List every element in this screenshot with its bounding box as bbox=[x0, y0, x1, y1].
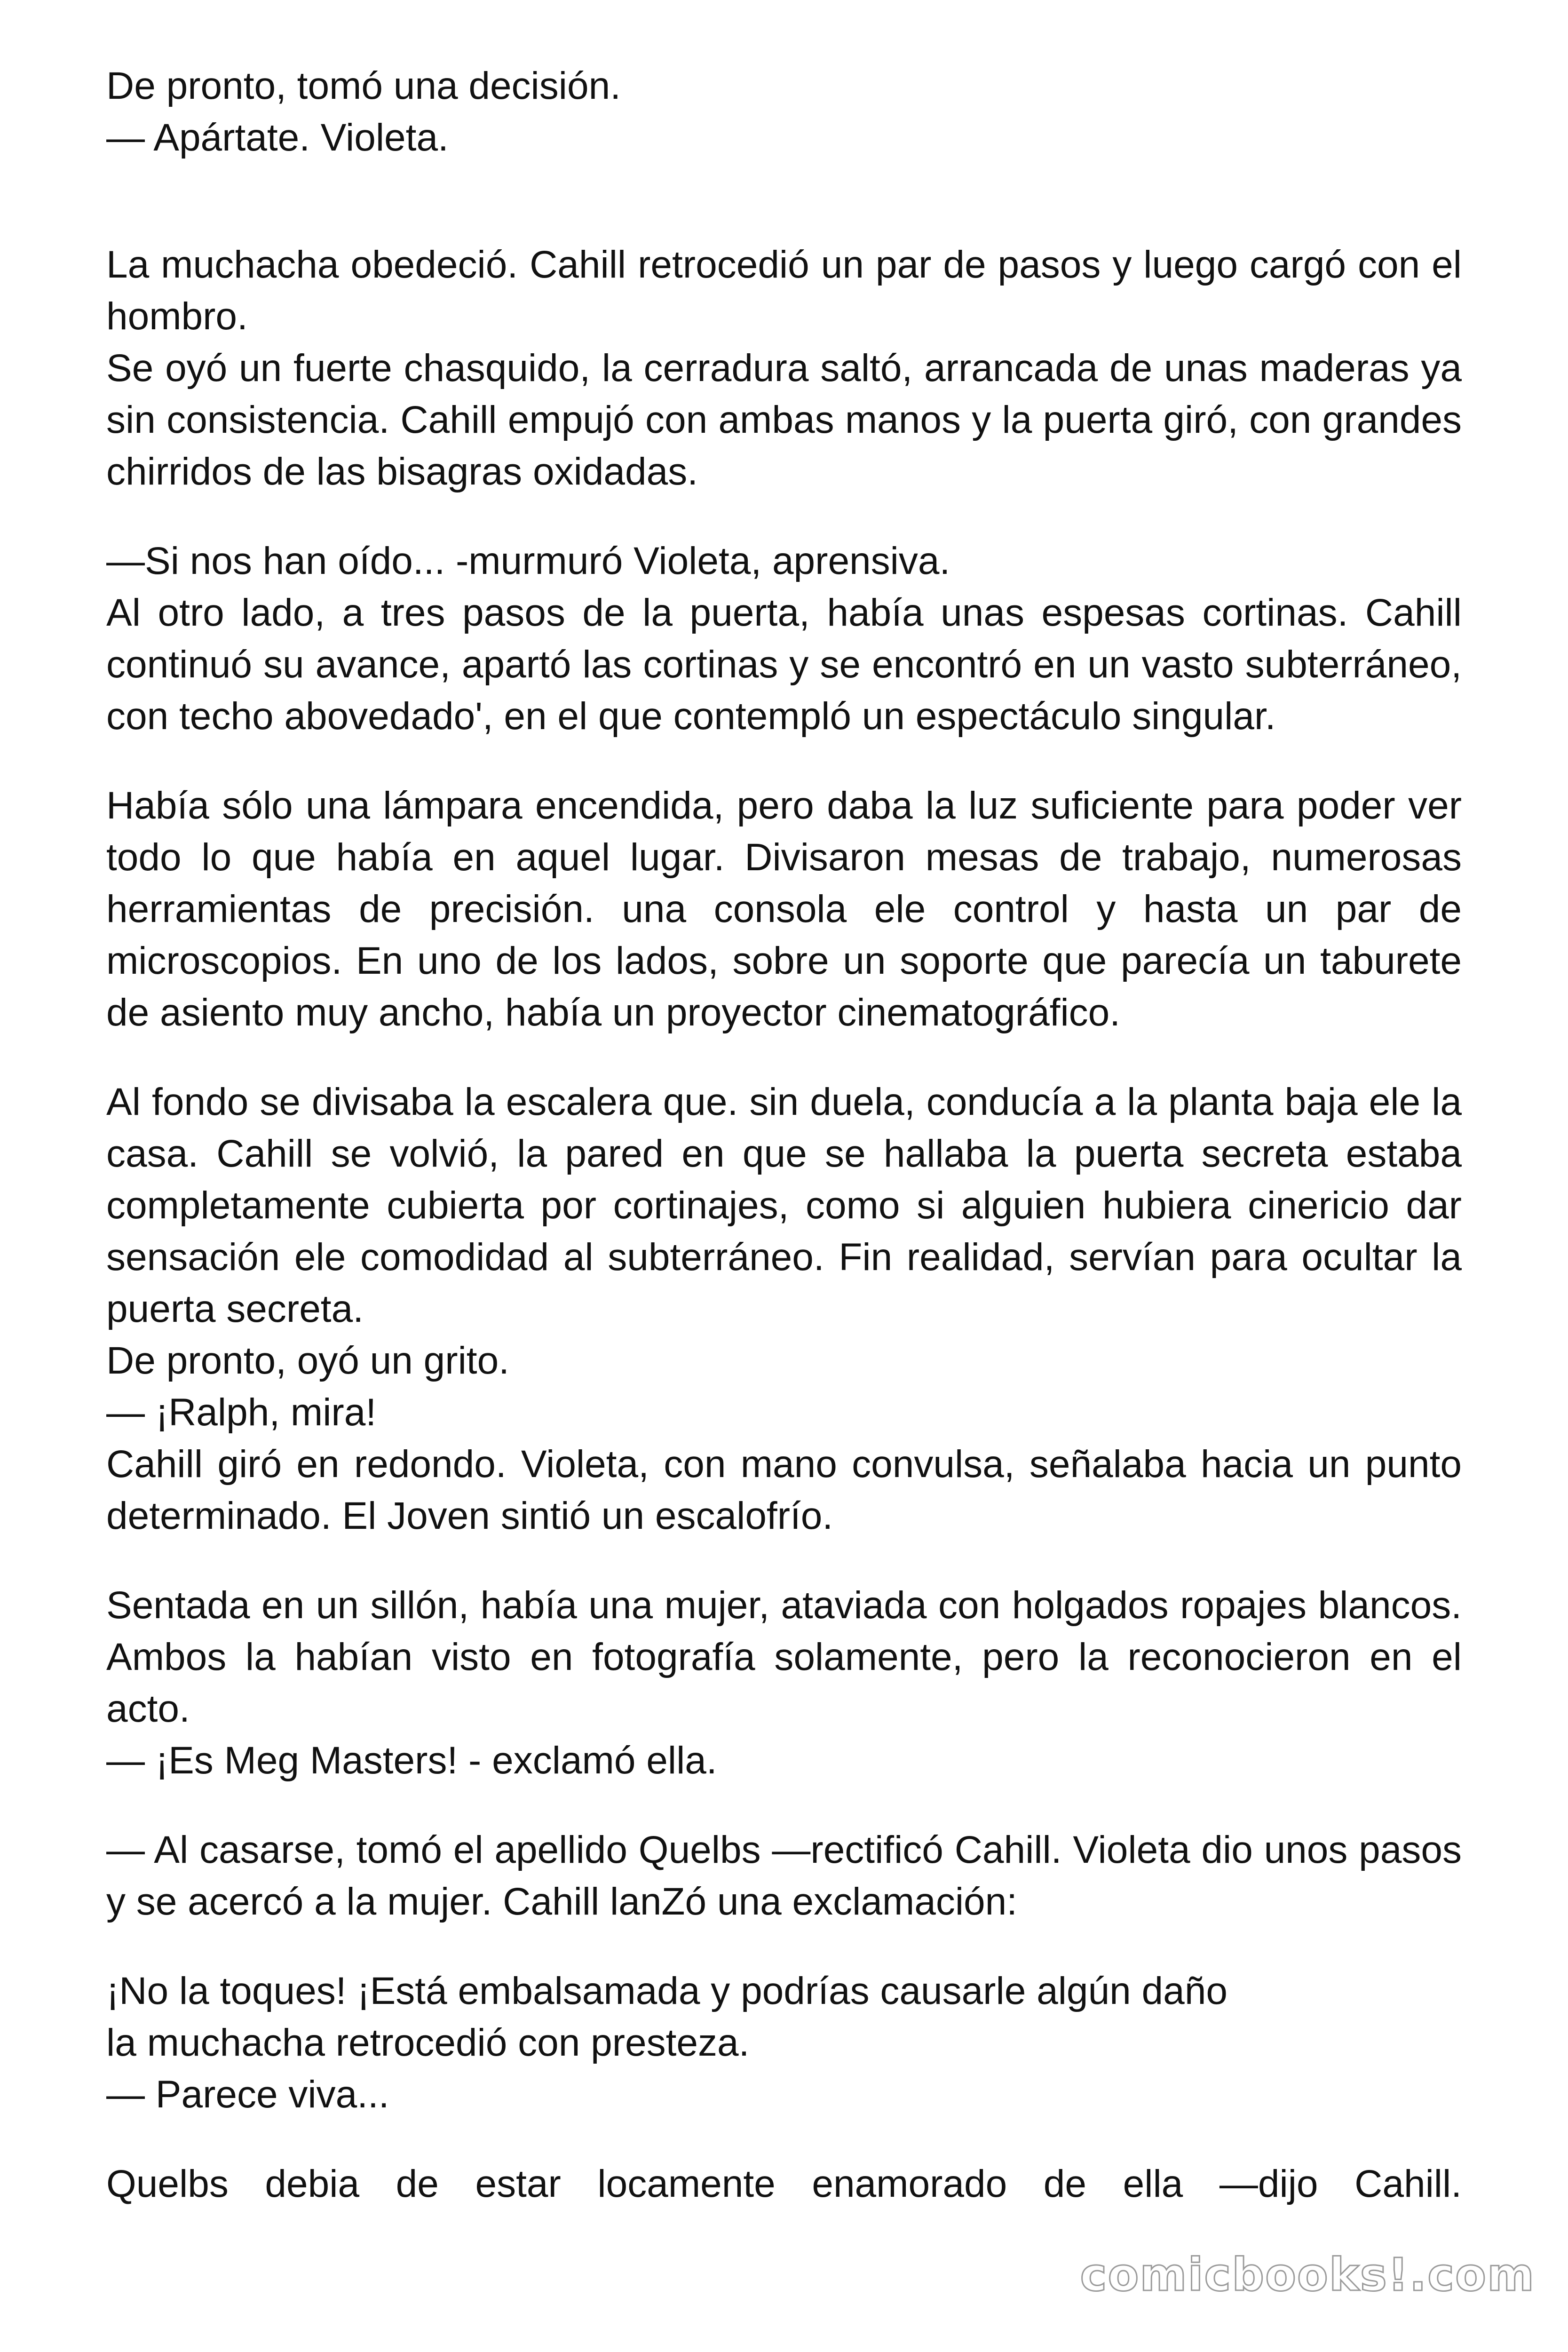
paragraph-3 bbox=[106, 535, 1462, 742]
text-block: Al fondo se divisaba la escalera que. sin duela, conducía a la planta baja ele la casa. Cahill se volvió, la pared en que se hallaba la puerta secreta estaba completamente cubierta por cortinajes, como si alguien hubiera cinericio dar sensación ele comodidad al subterráneo. Fin realidad, servían para ocultar la puerta secreta. bbox=[106, 1081, 1462, 1330]
text-line: — Apártate. Violeta. bbox=[106, 116, 449, 159]
document-page bbox=[106, 60, 1462, 2210]
text-block: Sentada en un sillón, había una mujer, ataviada con holgados ropajes blancos. Ambos la habían visto en fotografía solamente, pero la reconocieron en el acto. bbox=[106, 1584, 1462, 1730]
text-line: — ¡Ralph, mira! bbox=[106, 1391, 377, 1434]
paragraph-5 bbox=[106, 1076, 1462, 1542]
text-block: La muchacha obedeció. Cahill retrocedió un par de pasos y luego cargó con el hombro. bbox=[106, 243, 1462, 338]
text-line: la muchacha retrocedió con presteza. bbox=[106, 2021, 750, 2064]
text-block: Cahill giró en redondo. Violeta, con mano convulsa, señalaba hacia un punto determinado. El Joven sintió un escalofrío. bbox=[106, 1443, 1462, 1537]
paragraph-8 bbox=[106, 1965, 1462, 2121]
text-line: ¡No la toques! ¡Está embalsamada y podrías causarle algún daño bbox=[106, 1970, 1227, 2012]
text-block: Quelbs debia de estar locamente enamorado de ella —dijo Cahill. bbox=[106, 2162, 1462, 2205]
paragraph-1 bbox=[106, 60, 1462, 164]
text-line: —Si nos han oído... -murmuró Violeta, aprensiva. bbox=[106, 540, 950, 582]
paragraph-2 bbox=[106, 239, 1462, 498]
text-line: De pronto, oyó un grito. bbox=[106, 1339, 509, 1382]
text-line: De pronto, tomó una decisión. bbox=[106, 64, 621, 107]
text-block: Al otro lado, a tres pasos de la puerta, había unas espesas cortinas. Cahill continuó su avance, apartó las cortinas y se encontró en un vasto subterráneo, con techo abovedado', en el que contempló un espectáculo singular. bbox=[106, 591, 1462, 738]
paragraph-6 bbox=[106, 1580, 1462, 1787]
paragraph-7 bbox=[106, 1824, 1462, 1928]
text-block: Había sólo una lámpara encendida, pero daba la luz suficiente para poder ver todo lo que había en aquel lugar. Divisaron mesas de trabajo, numerosas herramientas de precisión. una consola ele control y hasta un par de microscopios. En uno de los lados, sobre un soporte que parecía un taburete de asiento muy ancho, había un proyector cinematográfico. bbox=[106, 784, 1462, 1034]
site-watermark: comicbooks!.com bbox=[1080, 2249, 1535, 2301]
text-line: — ¡Es Meg Masters! - exclamó ella. bbox=[106, 1739, 717, 1782]
text-block: — Al casarse, tomó el apellido Quelbs —rectificó Cahill. Violeta dio unos pasos y se acercó a la mujer. Cahill lanZó una exclamación: bbox=[106, 1828, 1462, 1923]
paragraph-4 bbox=[106, 780, 1462, 1039]
text-line: — Parece viva... bbox=[106, 2073, 389, 2116]
paragraph-9 bbox=[106, 2158, 1462, 2210]
text-block: Se oyó un fuerte chasquido, la cerradura saltó, arrancada de unas maderas ya sin consistencia. Cahill empujó con ambas manos y la puerta giró, con grandes chirridos de las bisagras oxidadas. bbox=[106, 347, 1462, 493]
